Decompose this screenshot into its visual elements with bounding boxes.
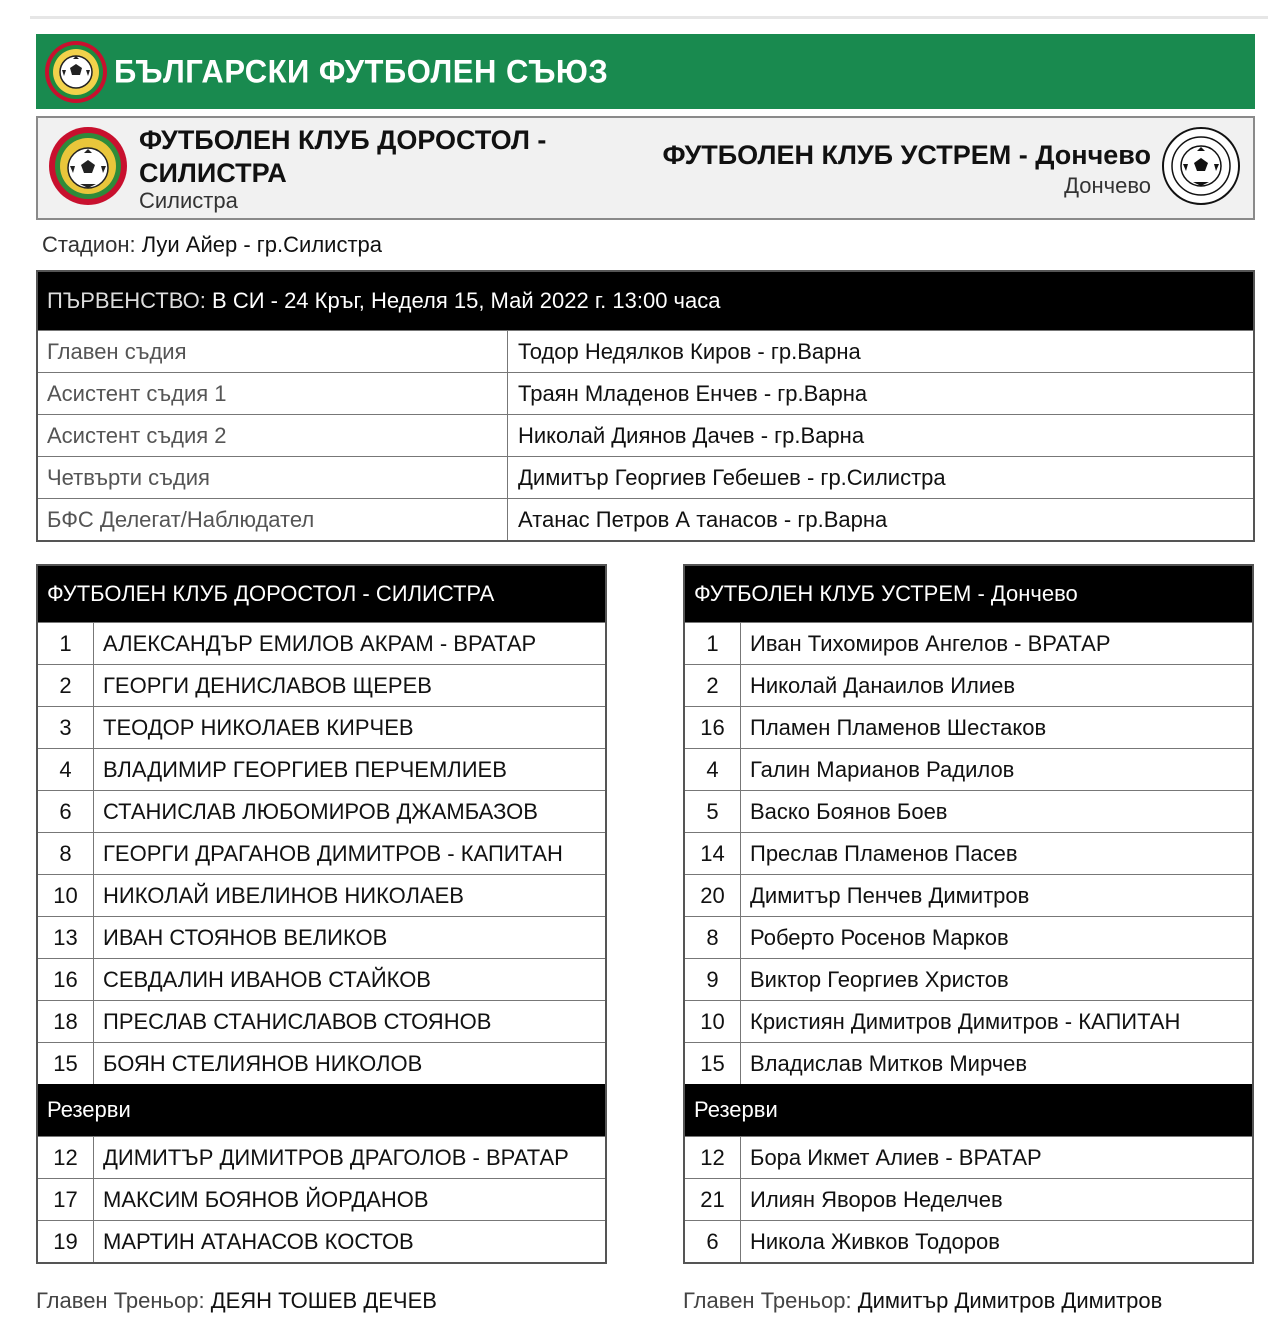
player-number: 12: [38, 1137, 94, 1178]
sub-row: [685, 1220, 1252, 1262]
player-number: 16: [38, 959, 94, 1000]
away-subs-header: Резерви: [685, 1084, 1252, 1136]
player-name: ТЕОДОР НИКОЛАЕВ КИРЧЕВ: [103, 714, 414, 740]
player-name: Кристиян Димитров Димитров - КАПИТАН: [750, 1008, 1181, 1034]
match-info-table: [36, 270, 1255, 542]
official-name: Атанас Петров А танасов - гр.Варна: [518, 506, 888, 532]
official-row: [38, 414, 1253, 456]
official-role: БФС Делегат/Наблюдател: [38, 499, 508, 540]
official-row: [38, 498, 1253, 540]
home-team-name: ФУТБОЛЕН КЛУБ ДОРОСТОЛ - СИЛИСТРА: [139, 125, 547, 188]
player-row: [685, 706, 1252, 748]
player-name: МАРТИН АТАНАСОВ КОСТОВ: [103, 1228, 414, 1254]
player-row: [38, 790, 605, 832]
player-name: СЕВДАЛИН ИВАНОВ СТАЙКОВ: [103, 966, 431, 992]
player-row: [38, 958, 605, 1000]
player-row: [685, 958, 1252, 1000]
official-row: [38, 330, 1253, 372]
player-number: 4: [38, 749, 94, 790]
match-header: [36, 116, 1255, 220]
player-number: 2: [685, 665, 741, 706]
player-name: НИКОЛАЙ ИВЕЛИНОВ НИКОЛАЕВ: [103, 882, 464, 908]
coach-label: Главен Треньор:: [683, 1288, 852, 1313]
player-number: 10: [38, 875, 94, 916]
player-name: Виктор Георгиев Христов: [750, 966, 1009, 992]
player-row: [38, 706, 605, 748]
federation-banner: [36, 34, 1255, 109]
home-lineup-header: ФУТБОЛЕН КЛУБ ДОРОСТОЛ - СИЛИСТРА: [38, 566, 605, 622]
player-row: [38, 1042, 605, 1084]
championship-label: ПЪРВЕНСТВО:: [47, 288, 206, 313]
home-club-logo-icon: [48, 126, 128, 206]
official-role: Асистент съдия 1: [38, 373, 508, 414]
stadium-line: [42, 232, 382, 258]
player-name: ГЕОРГИ ДЕНИСЛАВОВ ЩЕРЕВ: [103, 672, 432, 698]
official-row: [38, 372, 1253, 414]
player-row: [38, 1000, 605, 1042]
player-row: [685, 1042, 1252, 1084]
player-number: 17: [38, 1179, 94, 1220]
player-number: 18: [38, 1001, 94, 1042]
player-name: Николай Данаилов Илиев: [750, 672, 1016, 698]
player-row: [38, 622, 605, 664]
home-subs-header: Резерви: [38, 1084, 605, 1136]
bfs-logo-icon: [44, 40, 108, 104]
away-team-name: ФУТБОЛЕН КЛУБ УСТРЕМ - Дончево: [662, 140, 1151, 170]
official-name: Димитър Георгиев Гебешев - гр.Силистра: [518, 464, 946, 490]
away-club-logo-icon: [1161, 126, 1241, 206]
player-row: [685, 748, 1252, 790]
player-number: 1: [685, 623, 741, 664]
stadium-label: Стадион:: [42, 232, 136, 257]
player-name: Галин Марианов Радилов: [750, 756, 1015, 782]
away-team-city: Дончево: [1064, 173, 1151, 198]
championship-header: [38, 272, 1253, 330]
player-row: [685, 1000, 1252, 1042]
player-number: 10: [685, 1001, 741, 1042]
player-name: Васко Боянов Боев: [750, 798, 948, 824]
player-number: 8: [38, 833, 94, 874]
sub-row: [38, 1220, 605, 1262]
player-name: ГЕОРГИ ДРАГАНОВ ДИМИТРОВ - КАПИТАН: [103, 840, 563, 866]
player-name: Никола Живков Тодоров: [750, 1228, 1000, 1254]
player-row: [685, 664, 1252, 706]
player-name: Димитър Пенчев Димитров: [750, 882, 1030, 908]
player-number: 9: [685, 959, 741, 1000]
player-row: [38, 874, 605, 916]
player-name: БОЯН СТЕЛИЯНОВ НИКОЛОВ: [103, 1050, 423, 1076]
away-lineup-table: [683, 564, 1254, 1264]
player-row: [38, 916, 605, 958]
coach-label: Главен Треньор:: [36, 1288, 205, 1313]
player-row: [38, 748, 605, 790]
player-name: Иван Тихомиров Ангелов - ВРАТАР: [750, 630, 1111, 656]
coach-name: ДЕЯН ТОШЕВ ДЕЧЕВ: [210, 1288, 437, 1313]
player-name: Владислав Митков Мирчев: [750, 1050, 1028, 1076]
federation-title: БЪЛГАРСКИ ФУТБОЛЕН СЪЮЗ: [114, 52, 609, 90]
home-team-city: Силистра: [139, 188, 238, 213]
player-number: 15: [685, 1043, 741, 1084]
official-role: Главен съдия: [38, 331, 508, 372]
player-number: 2: [38, 665, 94, 706]
player-name: АЛЕКСАНДЪР ЕМИЛОВ АКРАМ - ВРАТАР: [103, 630, 537, 656]
player-number: 21: [685, 1179, 741, 1220]
player-number: 8: [685, 917, 741, 958]
official-name: Николай Диянов Дачев - гр.Варна: [518, 422, 865, 448]
player-number: 16: [685, 707, 741, 748]
championship-value: В СИ - 24 Кръг, Неделя 15, Май 2022 г. 13:00 часа: [212, 288, 721, 313]
player-name: Илиян Яворов Неделчев: [750, 1186, 1003, 1212]
sub-row: [685, 1136, 1252, 1178]
player-name: ДИМИТЪР ДИМИТРОВ ДРАГОЛОВ - ВРАТАР: [103, 1144, 569, 1170]
player-name: ВЛАДИМИР ГЕОРГИЕВ ПЕРЧЕМЛИЕВ: [103, 756, 507, 782]
player-name: ПРЕСЛАВ СТАНИСЛАВОВ СТОЯНОВ: [103, 1008, 492, 1034]
official-role: Четвърти съдия: [38, 457, 508, 498]
player-name: Пламен Пламенов Шестаков: [750, 714, 1047, 740]
player-name: МАКСИМ БОЯНОВ ЙОРДАНОВ: [103, 1186, 429, 1212]
player-number: 3: [38, 707, 94, 748]
player-name: Роберто Росенов Марков: [750, 924, 1009, 950]
player-number: 6: [685, 1221, 741, 1262]
sub-row: [685, 1178, 1252, 1220]
player-name: Преслав Пламенов Пасев: [750, 840, 1018, 866]
official-row: [38, 456, 1253, 498]
player-name: Бора Икмет Алиев - ВРАТАР: [750, 1144, 1042, 1170]
sub-row: [38, 1136, 605, 1178]
player-number: 4: [685, 749, 741, 790]
player-number: 14: [685, 833, 741, 874]
player-number: 6: [38, 791, 94, 832]
player-number: 12: [685, 1137, 741, 1178]
player-number: 1: [38, 623, 94, 664]
player-number: 15: [38, 1043, 94, 1084]
stadium-value: Луи Айер - гр.Силистра: [141, 232, 382, 257]
away-lineup-header: ФУТБОЛЕН КЛУБ УСТРЕМ - Дончево: [685, 566, 1252, 622]
player-row: [685, 790, 1252, 832]
top-divider: [30, 16, 1268, 19]
player-row: [685, 622, 1252, 664]
player-row: [38, 664, 605, 706]
player-name: ИВАН СТОЯНОВ ВЕЛИКОВ: [103, 924, 388, 950]
away-coach: [683, 1288, 1162, 1314]
player-row: [685, 916, 1252, 958]
sub-row: [38, 1178, 605, 1220]
player-number: 13: [38, 917, 94, 958]
official-role: Асистент съдия 2: [38, 415, 508, 456]
player-number: 20: [685, 875, 741, 916]
player-number: 5: [685, 791, 741, 832]
official-name: Траян Младенов Енчев - гр.Варна: [518, 380, 868, 406]
official-name: Тодор Недялков Киров - гр.Варна: [518, 338, 861, 364]
player-row: [685, 874, 1252, 916]
home-coach: [36, 1288, 437, 1314]
player-name: СТАНИСЛАВ ЛЮБОМИРОВ ДЖАМБАЗОВ: [103, 798, 538, 824]
player-row: [38, 832, 605, 874]
player-row: [685, 832, 1252, 874]
home-lineup-table: [36, 564, 607, 1264]
player-number: 19: [38, 1221, 94, 1262]
coach-name: Димитър Димитров Димитров: [857, 1288, 1163, 1313]
